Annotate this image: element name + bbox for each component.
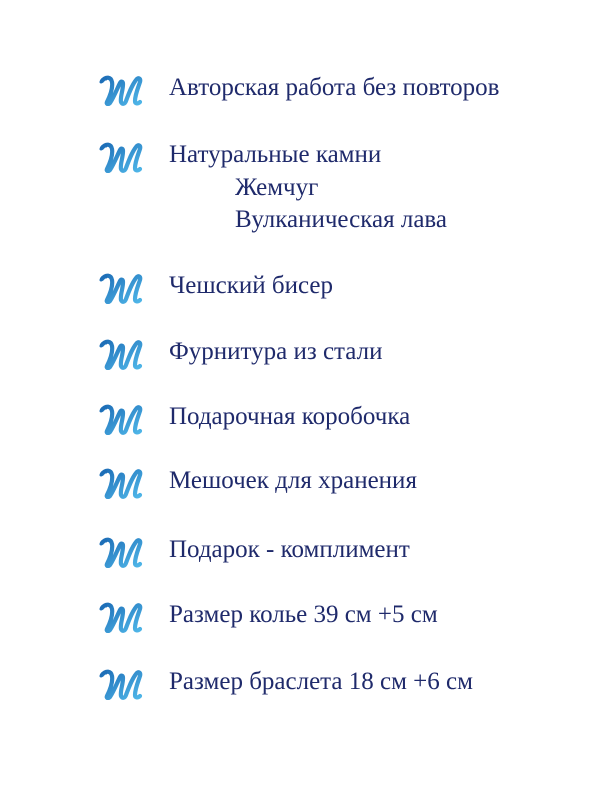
butterfly-m-icon: [98, 666, 144, 700]
feature-label: Чешский бисер: [169, 272, 333, 299]
butterfly-m-icon: [98, 534, 144, 568]
butterfly-m-icon: [98, 72, 144, 106]
stone-sub-list: [235, 172, 447, 236]
butterfly-m-icon: [98, 401, 144, 435]
sub-item-pearl: Жемчуг: [235, 174, 319, 201]
feature-label: Подарочная коробочка: [169, 403, 411, 430]
feature-label: Фурнитура из стали: [169, 338, 383, 365]
feature-label: Размер колье 39 см +5 см: [169, 601, 438, 628]
feature-label: Подарок - комплимент: [169, 536, 410, 563]
butterfly-m-icon: [98, 139, 144, 173]
feature-label: Размер браслета 18 см +6 см: [169, 668, 473, 695]
feature-label: Мешочек для хранения: [169, 467, 417, 494]
butterfly-m-icon: [98, 465, 144, 499]
butterfly-m-icon: [98, 336, 144, 370]
feature-label: Натуральные камни: [169, 141, 382, 168]
feature-label: Авторская работа без повторов: [169, 74, 500, 101]
sub-item-lava: Вулканическая лава: [235, 206, 447, 233]
butterfly-m-icon: [98, 270, 144, 304]
butterfly-m-icon: [98, 599, 144, 633]
